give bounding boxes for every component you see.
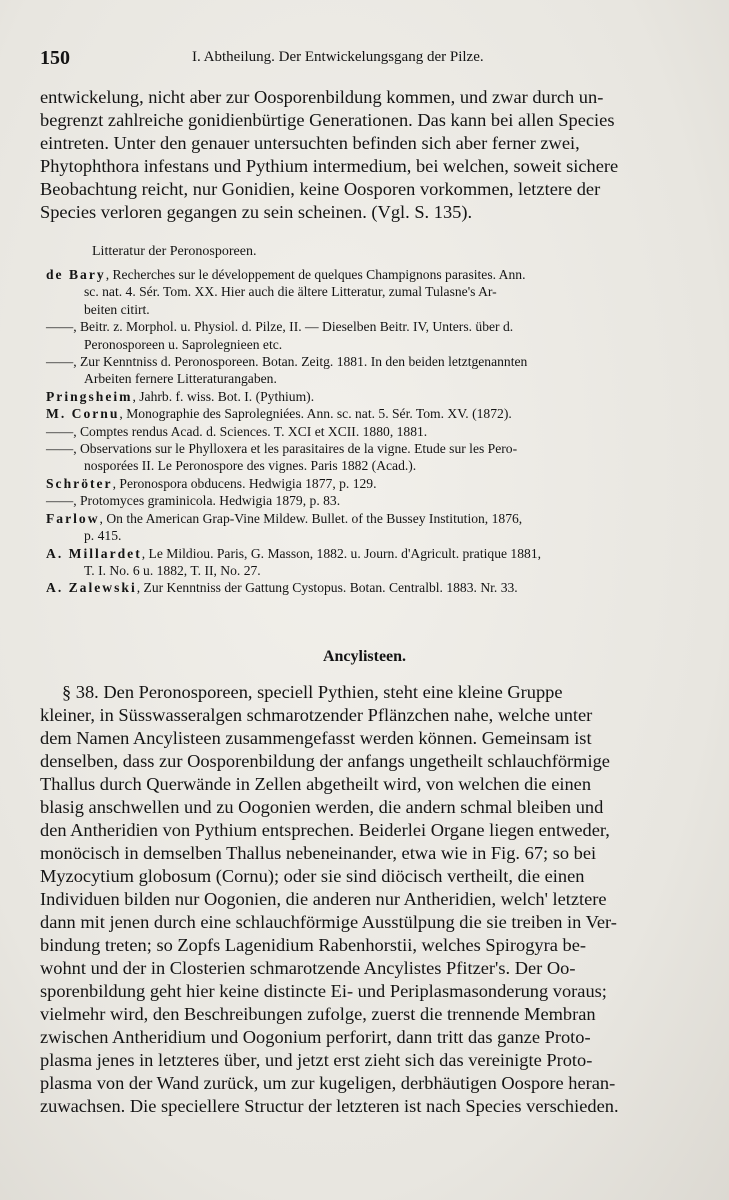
page-number: 150 [40,47,70,69]
text-line: Species verloren gegangen zu sein scheinen. (Vgl. S. 135). [40,202,473,222]
literature-entry: Pringsheim, Jahrb. f. wiss. Bot. I. (Pythium). [46,388,315,404]
entry-text: Zur Kenntniss d. Peronosporeen. Botan. Zeitg. 1881. In den beiden letztgenannten [79,354,528,370]
entry-text: T. I. No. 6 u. 1882, T. II, No. 27. [84,562,261,578]
entry-text: nosporées II. Le Peronospore des vignes. Paris 1882 (Acad.). [84,458,417,474]
text-line: Phytophthora infestans und Pythium intermedium, bei welchen, soweit sichere [40,156,619,176]
entry-author: M. Cornu [46,406,120,422]
text-line: dann mit jenen durch eine schlauchförmige Ausstülpung die sie treiben in Ver- [40,912,617,932]
entry-text: Jahrb. f. wiss. Bot. I. (Pythium). [139,388,315,404]
entry-text: sc. nat. 4. Sér. Tom. XX. Hier auch die ältere Litteratur, zumal Tulasne's Ar- [84,284,497,300]
entry-author: Farlow [46,510,100,526]
entry-text: Recherches sur le développement de quelques Champignons parasites. Ann. [112,267,526,282]
text-line: plasma jenes in letzteres über, und jetzt erst zieht sich das vereinigte Proto- [40,1050,593,1070]
text-line: Beobachtung reicht, nur Gonidien, keine Oosporen vorkommen, letztere der [40,179,601,199]
entry-author: —— [46,423,74,439]
literature-entry: ——, Comptes rendus Acad. d. Sciences. T. XCI et XCII. 1880, 1881. [46,423,428,439]
entry-text: Le Mildiou. Paris, G. Masson, 1882. u. Journ. d'Agricult. pratique 1881, [148,545,542,561]
text-line: plasma von der Wand zurück, um zur kugeligen, derbhäutigen Oospore heran- [40,1073,616,1093]
text-line: den Antheridien von Pythium entsprechen. Beiderlei Organe liegen entweder, [40,820,610,840]
literature-list [46,266,686,597]
text-line: dem Namen Ancylisteen zusammengefasst werden können. Gemeinsam ist [40,728,592,748]
entry-text: Peronospora obducens. Hedwigia 1877, p. 129. [119,475,377,491]
text-line: kleiner, in Süsswasseralgen schmarotzender Pflänzchen nahe, welche unter [40,705,593,725]
text-line: zuwachsen. Die speciellere Structur der letzteren ist nach Species verschieden. [40,1096,619,1116]
entry-text: Protomyces graminicola. Hedwigia 1879, p. 83. [79,493,341,509]
literature-entry: M. Cornu, Monographie des Saprolegniées. Ann. sc. nat. 5. Sér. Tom. XV. (1872). [46,406,512,422]
literature-entry: A. Millardet, Le Mildiou. Paris, G. Masson, 1882. u. Journ. d'Agricult. pratique 1881, T. I. No. 6 u. 1882, T. II, No. 27. [46,545,686,580]
entry-author: —— [46,354,74,370]
literature-entry: Schröter, Peronospora obducens. Hedwigia 1877, p. 129. [46,475,377,491]
text-line: Thallus durch Querwände in Zellen abgetheilt wird, von welchen die einen [40,774,592,794]
entry-text: Comptes rendus Acad. d. Sciences. T. XCI et XCII. 1880, 1881. [79,423,428,439]
entry-text: Beitr. z. Morphol. u. Physiol. d. Pilze, II. — Dieselben Beitr. IV, Unters. über d. [79,319,514,335]
entry-text: Peronosporeen u. Saprolegnieen etc. [84,336,283,352]
entry-author: —— [46,493,74,509]
text-line: denselben, dass zur Oosporenbildung der anfangs ungetheilt schlauchförmige [40,751,610,771]
text-line: blasig anschwellen und zu Oogonien werden, die andern schmal bleiben und [40,797,604,817]
entry-text: Observations sur le Phylloxera et les parasitaires de la vigne. Etude sur les Pero- [79,441,518,457]
literature-entry: ——, Zur Kenntniss d. Peronosporeen. Botan. Zeitg. 1881. In den beiden letztgenannten Arbeiten fernere Litteraturangaben. [46,353,686,388]
text-line: vielmehr wird, den Beschreibungen zufolge, zuerst die trennende Membran [40,1004,596,1024]
literature-entry: ——, Observations sur le Phylloxera et les parasitaires de la vigne. Etude sur les Pero- nosporées II. Le Peronospore des vignes. Paris 1882 (Acad.). [46,440,686,475]
text-line: Myzocytium globosum (Cornu); oder sie sind diöcisch vertheilt, die einen [40,866,585,886]
intro-paragraph [40,86,682,224]
entry-text: Zur Kenntniss der Gattung Cystopus. Botan. Centralbl. 1883. Nr. 33. [143,580,518,596]
text-line: monöcisch in demselben Thallus nebeneinander, etwa wie in Fig. 67; so bei [40,843,597,863]
entry-author: A. Millardet [46,545,142,561]
text-line: wohnt und der in Closterien schmarotzende Ancylistes Pfitzer's. Der Oo- [40,958,576,978]
text-line: sporenbildung geht hier keine distincte Ei- und Periplasmasonderung voraus; [40,981,607,1001]
section-paragraph [40,681,682,1118]
entry-text: beiten citirt. [84,301,150,317]
entry-author: Pringsheim [46,388,133,404]
entry-text: Monographie des Saprolegniées. Ann. sc. nat. 5. Sér. Tom. XV. (1872). [126,406,512,422]
entry-text: On the American Grap-Vine Mildew. Bullet. of the Bussey Institution, 1876, [106,510,523,526]
entry-text: Arbeiten fernere Litteraturangaben. [84,371,277,387]
page-header [40,47,680,75]
entry-author: de Bary [46,267,106,282]
running-head: I. Abtheilung. Der Entwickelungsgang der Pilze. [192,49,484,65]
text-line: begrenzt zahlreiche gonidienbürtige Generationen. Das kann bei allen Species [40,110,615,130]
literature-entry: de Bary, Recherches sur le développement de quelques Champignons parasites. Ann. sc. nat. 4. Sér. Tom. XX. Hier auch die ältere Litteratur, zumal Tulasne's Ar- beiten citirt. [46,266,686,318]
literature-entry: ——, Protomyces graminicola. Hedwigia 1879, p. 83. [46,493,341,509]
text-line: bindung treten; so Zopfs Lagenidium Rabenhorstii, welches Spirogyra be- [40,935,586,955]
literature-entry: Farlow, On the American Grap-Vine Mildew. Bullet. of the Bussey Institution, 1876, p. 415. [46,510,686,545]
entry-author: A. Zalewski [46,580,137,596]
entry-text: p. 415. [84,528,122,544]
text-line: entwickelung, nicht aber zur Oosporenbildung kommen, und zwar durch un- [40,87,604,107]
literature-heading: Litteratur der Peronosporeen. [92,244,257,259]
text-line: eintreten. Unter den genauer untersuchten befinden sich aber ferner zwei, [40,133,580,153]
text-line: zwischen Antheridium und Oogonium perforirt, dann tritt das ganze Proto- [40,1027,591,1047]
literature-entry: ——, Beitr. z. Morphol. u. Physiol. d. Pilze, II. — Dieselben Beitr. IV, Unters. über d. Peronosporeen u. Saprolegnieen etc. [46,318,686,353]
entry-author: —— [46,319,74,335]
text-line: § 38. Den Peronosporeen, speciell Pythien, steht eine kleine Gruppe [62,682,563,702]
entry-author: Schröter [46,475,113,491]
text-line: Individuen bilden nur Oogonien, die anderen nur Antheridien, welch' letztere [40,889,607,909]
section-heading: Ancylisteen. [322,648,407,665]
entry-author: —— [46,441,74,457]
literature-entry: A. Zalewski, Zur Kenntniss der Gattung Cystopus. Botan. Centralbl. 1883. Nr. 33. [46,580,518,596]
